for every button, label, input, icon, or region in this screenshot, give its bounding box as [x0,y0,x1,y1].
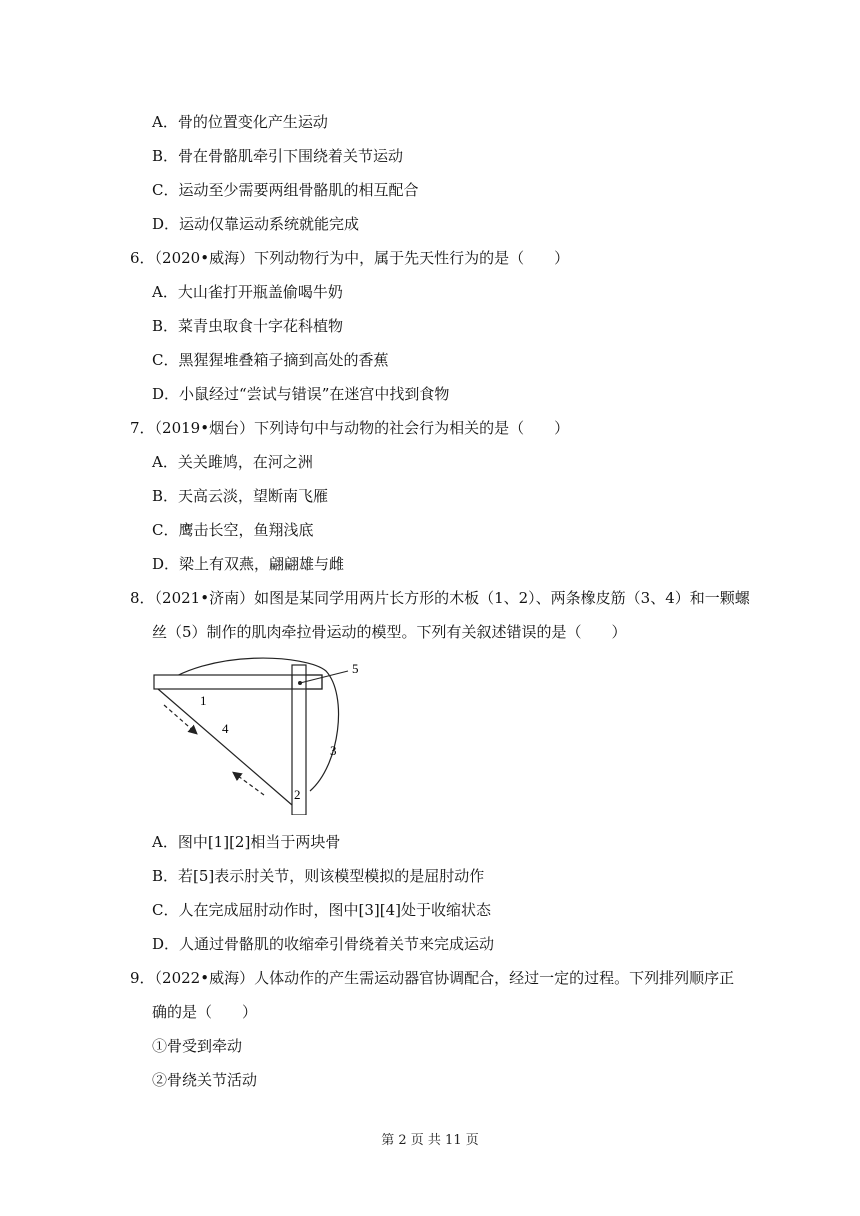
label-3: 3 [330,743,337,758]
q9-item-1: ①骨受到牵动 [152,1037,243,1055]
page-footer: 第 2 页 共 11 页 [381,1133,479,1148]
q7-stem: 7．（2019•烟台）下列诗句中与动物的社会行为相关的是（ ） [130,419,570,437]
label-5: 5 [352,661,359,676]
muscle-model-figure [148,655,388,815]
q9-item-2: ②骨绕关节活动 [152,1071,258,1089]
q5-option-c: C．运动至少需要两组骨骼肌的相互配合 [152,181,419,199]
q7-option-c: C．鹰击长空，鱼翔浅底 [152,521,314,539]
q6-option-b: B．菜青虫取食十字花科植物 [152,317,344,335]
q8-stem-line1: 8．（2021•济南）如图是某同学用两片长方形的木板（1、2）、两条橡皮筋（3、4）和一颗螺 [130,589,750,607]
q9-stem-line2: 确的是（ ） [152,1003,258,1021]
q8-option-d: D．人通过骨骼肌的收缩牵引骨绕着关节来完成运动 [152,935,495,953]
arrow-down [164,705,196,733]
label-2: 2 [294,787,301,802]
q8-stem-line2: 丝（5）制作的肌肉牵拉骨运动的模型。下列有关叙述错误的是（ ） [152,623,627,641]
rubber-band-4 [158,689,292,805]
label-1: 1 [200,693,207,708]
q8-option-b: B．若[5]表示肘关节，则该模型模拟的是屈肘动作 [152,867,485,885]
q5-option-d: D．运动仅靠运动系统就能完成 [152,215,360,233]
q6-option-a: A．大山雀打开瓶盖偷喝牛奶 [152,283,343,301]
label-4: 4 [222,721,229,736]
q9-stem-line1: 9．（2022•威海）人体动作的产生需运动器官协调配合，经过一定的过程。下列排列顺序正 [130,969,735,987]
q6-option-d: D．小鼠经过“尝试与错误”在迷宫中找到食物 [152,385,450,403]
q8-option-c: C．人在完成屈肘动作时，图中[3][4]处于收缩状态 [152,901,491,919]
q5-option-a: A．骨的位置变化产生运动 [152,113,328,131]
q7-option-a: A．关关雎鸠，在河之洲 [152,453,313,471]
q5-option-b: B．骨在骨骼肌牵引下围绕着关节运动 [152,147,404,165]
q8-option-a: A．图中[1][2]相当于两块骨 [152,833,341,851]
q7-option-b: B．天高云淡，望断南飞雁 [152,487,329,505]
q6-option-c: C．黑猩猩堆叠箱子摘到高处的香蕉 [152,351,389,369]
q6-stem: 6．（2020•威海）下列动物行为中，属于先天性行为的是（ ） [130,249,570,267]
q7-option-d: D．梁上有双燕，翩翩雄与雌 [152,555,345,573]
